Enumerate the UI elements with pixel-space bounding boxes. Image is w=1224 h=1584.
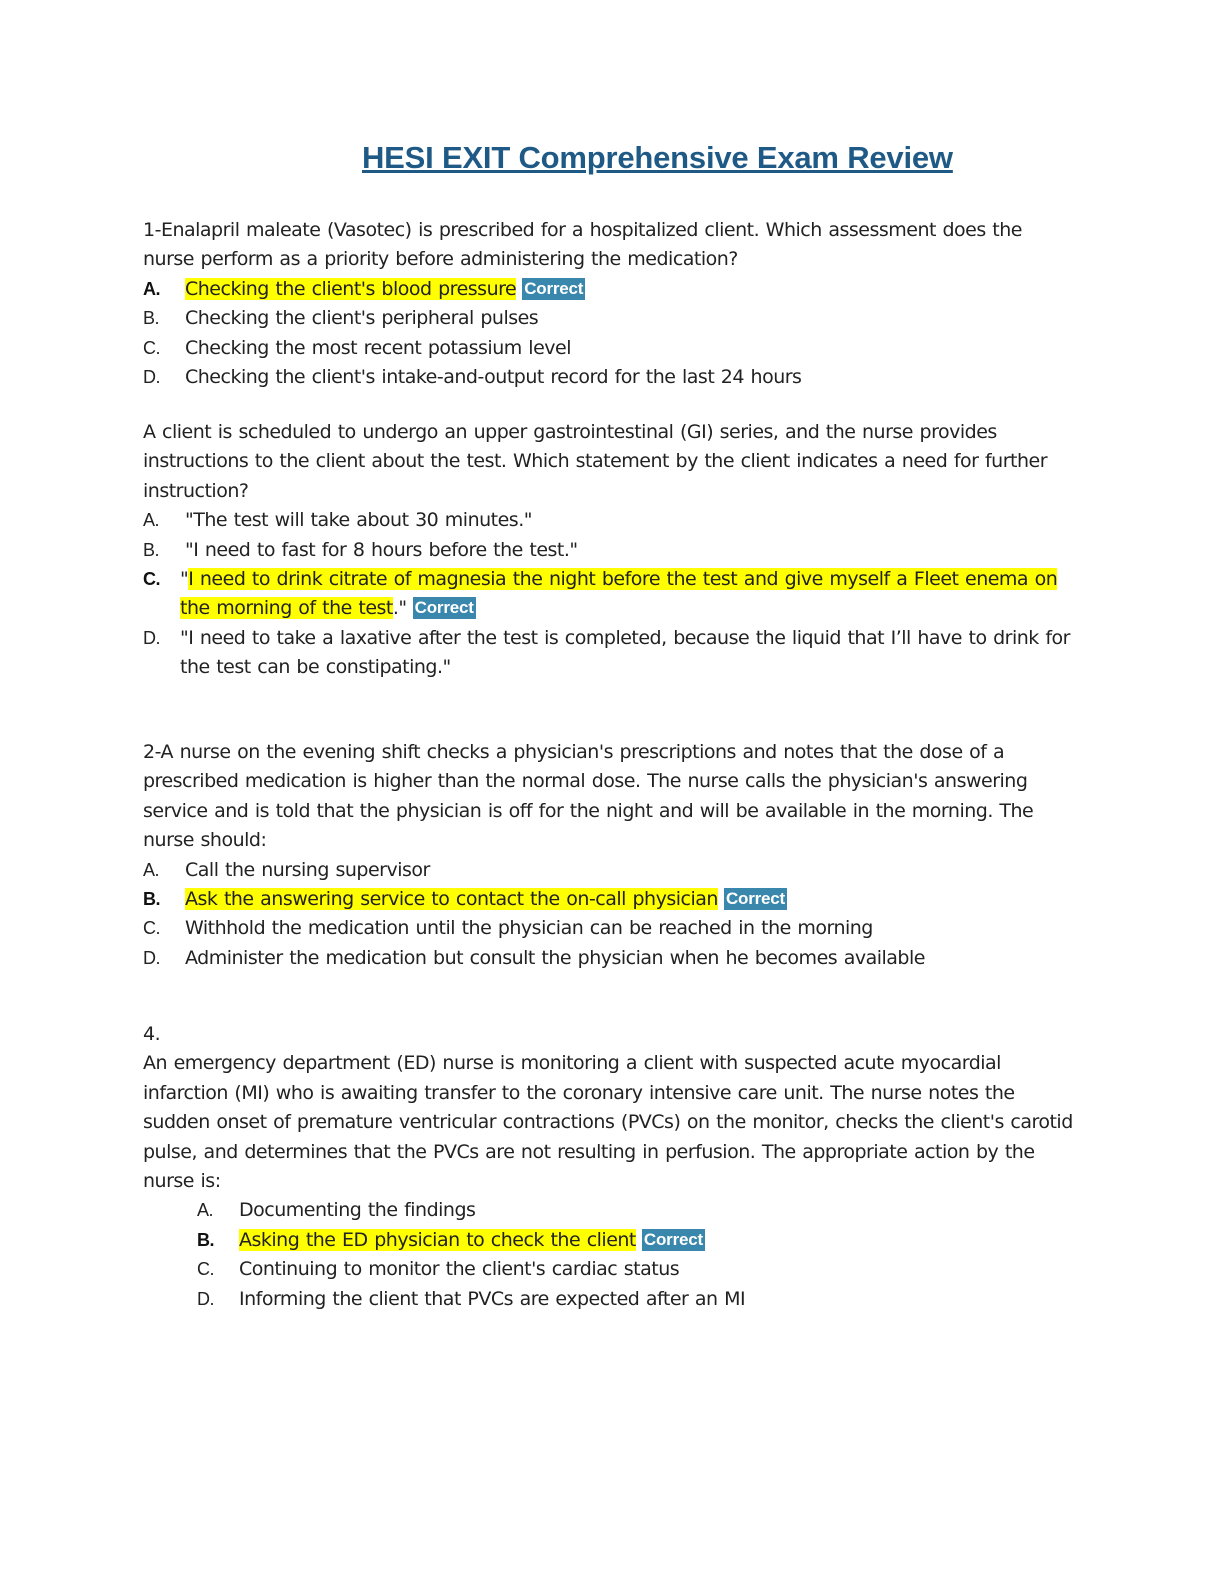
- option-text: Ask the answering service to contact the on-call physician: [185, 888, 718, 911]
- page-title: HESI EXIT Comprehensive Exam Review: [362, 140, 953, 175]
- option-text: Documenting the findings: [239, 1199, 476, 1222]
- option-letter: A.: [143, 510, 160, 531]
- question-4: [143, 1020, 1073, 1314]
- option-b: [143, 536, 1073, 565]
- option-text: Checking the most recent potassium level: [185, 336, 571, 359]
- option-text: "The test will take about 30 minutes.": [185, 509, 532, 532]
- option-text: I need to drink citrate of magnesia the night before the test and give myself a Fleet enema on the morning of the test: [180, 568, 1058, 620]
- option-a: [143, 275, 1073, 304]
- correct-badge: Correct: [414, 598, 474, 618]
- option-letter: B.: [143, 539, 160, 560]
- option-letter: B.: [197, 1229, 214, 1250]
- option-letter: C.: [143, 918, 160, 939]
- close-quote: .": [392, 597, 407, 620]
- option-b: [143, 1226, 1073, 1255]
- option-text: "I need to fast for 8 hours before the test.": [185, 538, 578, 561]
- option-letter: D.: [143, 367, 160, 388]
- option-d: [143, 1285, 1073, 1314]
- option-letter: A.: [143, 859, 160, 880]
- question-stem: 2-A nurse on the evening shift checks a physician's prescriptions and notes that the dose of a prescribed medication is higher than the normal dose. The nurse calls the physician's answering service and is told that the physician is off for the night and will be available in the morning. The nurse should:: [143, 741, 1034, 852]
- option-letter: C.: [143, 569, 160, 590]
- question-stem: A client is scheduled to undergo an upper gastrointestinal (GI) series, and the nurse provides instructions to the client about the test. Which statement by the client indicates a need for further instruction?: [143, 421, 1048, 502]
- option-letter: A.: [197, 1200, 214, 1221]
- option-c: [143, 914, 1073, 943]
- option-text: Administer the medication but consult the physician when he becomes available: [185, 946, 925, 969]
- option-text: Checking the client's blood pressure: [185, 277, 517, 300]
- correct-badge: Correct: [524, 278, 584, 298]
- option-a: [143, 1196, 1073, 1225]
- option-c: [143, 334, 1073, 363]
- option-a: [143, 856, 1073, 885]
- option-letter: B.: [143, 889, 160, 910]
- option-d: [143, 624, 1073, 683]
- option-letter: C.: [143, 337, 160, 358]
- option-letter: C.: [197, 1259, 214, 1280]
- question-1: [143, 216, 1073, 392]
- option-c: [143, 565, 1073, 624]
- option-text: Checking the client's intake-and-output record for the last 24 hours: [185, 366, 802, 389]
- question-stem: 1-Enalapril maleate (Vasotec) is prescribed for a hospitalized client. Which assessment does the nurse perform as a priority before administering the medication?: [143, 219, 1022, 271]
- option-text: Withhold the medication until the physician can be reached in the morning: [185, 917, 873, 940]
- option-letter: B.: [143, 308, 160, 329]
- option-d: [143, 363, 1073, 392]
- question-stem: An emergency department (ED) nurse is monitoring a client with suspected acute myocardial infarction (MI) who is awaiting transfer to the coronary intensive care unit. The nurse notes the sudden onset of premature ventricular contractions (PVCs) on the monitor, checks the client's carotid pulse, and determines that the PVCs are not resulting in perfusion. The appropriate action by the nurse is:: [143, 1052, 1073, 1193]
- question-number: 4.: [143, 1023, 161, 1045]
- correct-badge: Correct: [643, 1229, 703, 1249]
- option-text: Asking the ED physician to check the client: [239, 1228, 636, 1251]
- option-text: Continuing to monitor the client's cardiac status: [239, 1258, 680, 1281]
- option-text: "I need to take a laxative after the test is completed, because the liquid that I’ll have to drink for the test can be constipating.": [180, 626, 1070, 679]
- option-text: Informing the client that PVCs are expected after an MI: [239, 1287, 746, 1310]
- open-quote: ": [180, 568, 189, 591]
- option-b: [143, 885, 1073, 914]
- option-a: [143, 506, 1073, 535]
- option-b: [143, 304, 1073, 333]
- question-gi-series: [143, 418, 1073, 683]
- option-c: [143, 1255, 1073, 1284]
- option-letter: D.: [143, 627, 160, 648]
- option-text: Call the nursing supervisor: [185, 858, 430, 881]
- question-2: [143, 738, 1073, 973]
- option-letter: D.: [143, 947, 160, 968]
- option-d: [143, 944, 1073, 973]
- correct-badge: Correct: [725, 889, 786, 909]
- option-text: Checking the client's peripheral pulses: [185, 307, 539, 330]
- option-letter: D.: [197, 1288, 214, 1309]
- option-letter: A.: [143, 278, 160, 299]
